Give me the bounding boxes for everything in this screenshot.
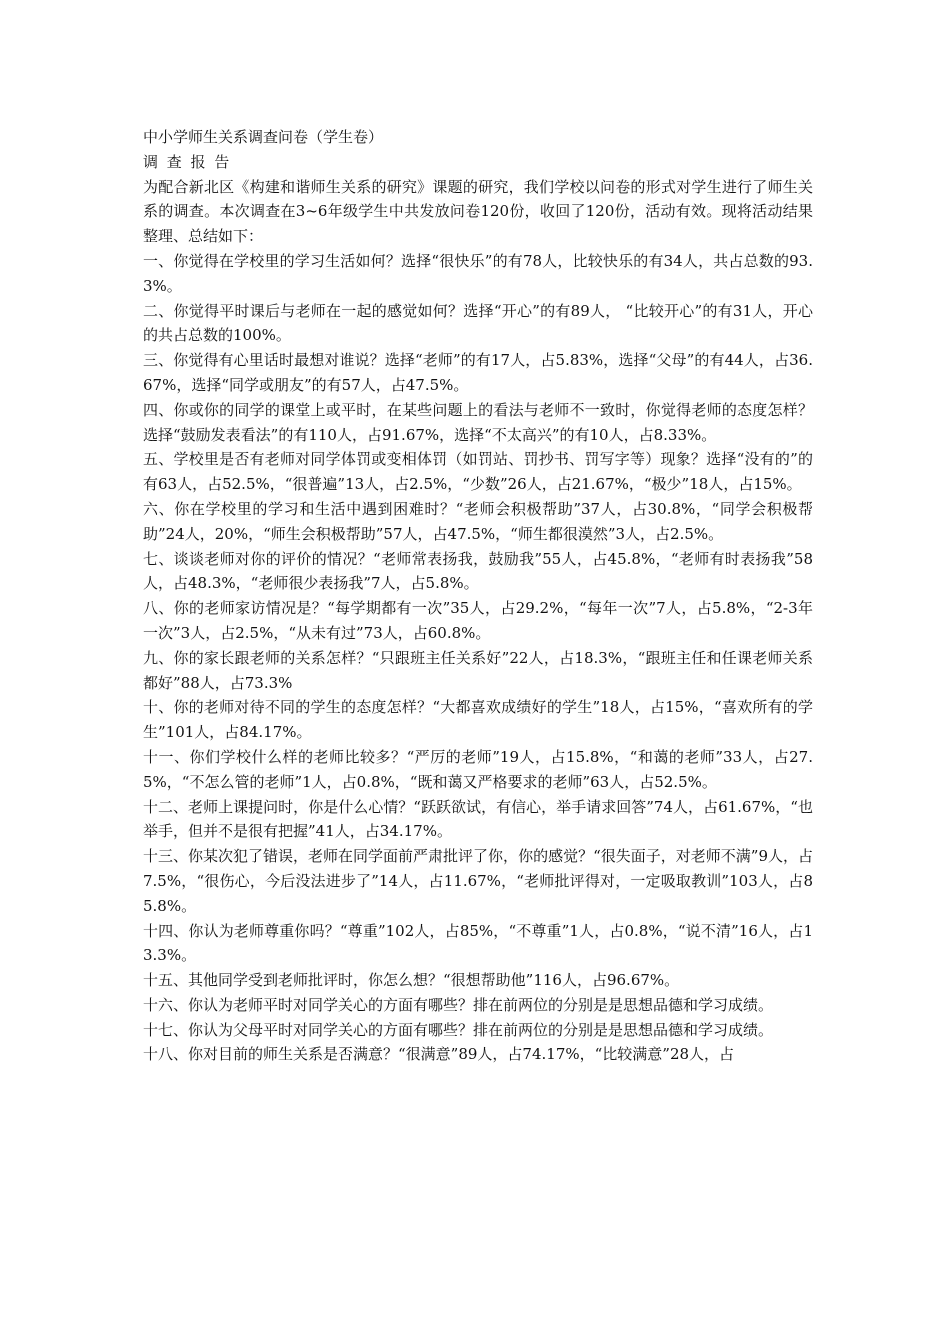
survey-item-8: 八、你的老师家访情况是？“每学期都有一次”35人，占29.2%，“每年一次”7人，占5.8%，“2-3年一次”3人，占2.5%，“从未有过”73人，占60.8%。 <box>143 599 813 642</box>
document-body <box>143 125 813 1067</box>
survey-item-7: 七、谈谈老师对你的评价的情况？“老师常表扬我，鼓励我”55人，占45.8%，“老师有时表扬我”58人，占48.3%，“老师很少表扬我”7人，占5.8%。 <box>143 549 813 593</box>
survey-item-16: 十六、你认为老师平时对同学关心的方面有哪些？排在前两位的分别是是思想品德和学习成绩。 <box>143 995 774 1014</box>
survey-item-2: 二、你觉得平时课后与老师在一起的感觉如何？选择“开心”的有89人， “比较开心”的有31人，开心的共占总数的100%。 <box>143 301 813 345</box>
intro-paragraph: 为配合新北区《构建和谐师生关系的研究》课题的研究，我们学校以问卷的形式对学生进行了师生关系的调查。本次调查在3~6年级学生中共发放问卷120份，收回了120份，活动有效。现将活动结果整理、总结如下： <box>143 177 813 246</box>
survey-item-10: 十、你的老师对待不同的学生的态度怎样？“大都喜欢成绩好的学生”18人，占15%，“喜欢所有的学生”101人，占84.17%。 <box>143 698 813 742</box>
survey-item-15: 十五、其他同学受到老师批评时，你怎么想？“很想帮助他”116人，占96.67%。 <box>143 971 680 990</box>
document-title: 中小学师生关系调查问卷（学生卷） <box>143 128 384 146</box>
survey-item-12: 十二、老师上课提问时，你是什么心情？“跃跃欲试，有信心，举手请求回答”74人，占61.67%，“也举手，但并不是很有把握”41人，占34.17%。 <box>143 797 813 841</box>
report-heading: 调 查 报 告 <box>143 152 232 171</box>
survey-item-3: 三、你觉得有心里话时最想对谁说？选择“老师”的有17人，占5.83%，选择“父母”的有44人，占36.67%，选择“同学或朋友”的有57人，占47.5%。 <box>143 351 813 394</box>
survey-item-4: 四、你或你的同学的课堂上或平时，在某些问题上的看法与老师不一致时，你觉得老师的态度怎样？选择“鼓励发表看法”的有110人，占91.67%，选择“不太高兴”的有10人，占8.33%。 <box>143 400 813 444</box>
survey-item-6: 六、你在学校里的学习和生活中遇到困难时？“老师会积极帮助”37人，占30.8%，“同学会积极帮助”24人，20%，“师生会积极帮助”57人，占47.5%，“师生都很漠然”3人，占2.5%。 <box>143 499 813 543</box>
survey-item-1: 一、你觉得在学校里的学习生活如何？选择“很快乐”的有78人，比较快乐的有34人，共占总数的93.3%。 <box>143 251 813 295</box>
survey-item-5: 五、学校里是否有老师对同学体罚或变相体罚（如罚站、罚抄书、罚写字等）现象？选择“没有的”的有63人，占52.5%，“很普遍”13人，占2.5%，“少数”26人，占21.67%，“极少”18人，占15%。 <box>143 450 813 494</box>
survey-item-11: 十一、你们学校什么样的老师比较多？“严厉的老师”19人，占15.8%，“和蔼的老师”33人，占27.5%，“不怎么管的老师”1人，占0.8%，“既和蔼又严格要求的老师”63人，占52.5%。 <box>143 747 813 791</box>
survey-item-13: 十三、你某次犯了错误，老师在同学面前严肃批评了你，你的感觉？“很失面子，对老师不满”9人，占7.5%，“很伤心，今后没法进步了”14人，占11.67%，“老师批评得对，一定吸取教训”103人，占85.8%。 <box>143 847 813 915</box>
survey-item-18: 十八、你对目前的师生关系是否满意？“很满意”89人，占74.17%，“比较满意”28人，占 <box>143 1045 735 1064</box>
survey-item-14: 十四、你认为老师尊重你吗？“尊重”102人，占85%，“不尊重”1人，占0.8%，“说不清”16人，占13.3%。 <box>143 921 813 965</box>
survey-item-9: 九、你的家长跟老师的关系怎样？“只跟班主任关系好”22人，占18.3%，“跟班主任和任课老师关系都好”88人，占73.3% <box>143 648 813 692</box>
survey-item-17: 十七、你认为父母平时对同学关心的方面有哪些？排在前两位的分别是是思想品德和学习成绩。 <box>143 1020 774 1039</box>
